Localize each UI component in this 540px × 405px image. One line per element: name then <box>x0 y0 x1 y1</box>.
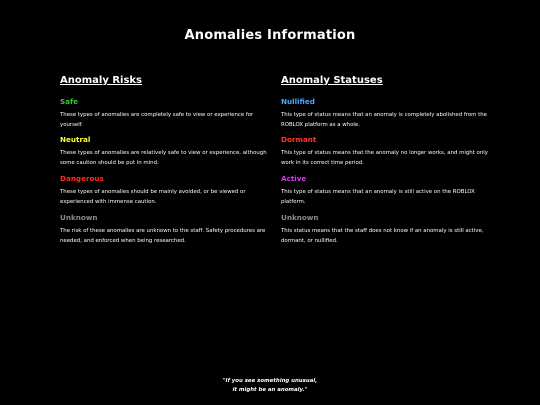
risk-label: Dangerous <box>60 174 104 183</box>
risk-description: These types of anomalies are completely safe to view or experience for yourself. <box>60 112 254 128</box>
risks-section <box>60 75 267 244</box>
status-description: This type of status means that the anomaly no longer works, and might only work in its correct time period. <box>281 150 488 166</box>
page-title: Anomalies Information <box>184 28 356 43</box>
risk-item-unknown <box>60 213 275 246</box>
risk-description: The risk of these anomalies are unknown to the staff. Safety procedures are needed, and enforced when being researched. <box>60 228 266 244</box>
risks-heading: Anomaly Risks <box>60 75 143 86</box>
status-label: Dormant <box>281 135 317 144</box>
risk-description: These types of anomalies should be mainly avoided, or be viewed or experienced with immense caution. <box>60 189 246 205</box>
risk-item-dangerous <box>60 174 275 207</box>
footer-quote <box>0 377 540 394</box>
risk-description: These types of anomalies are relatively safe to view or experience, although some caution should be put in mind. <box>60 150 267 166</box>
risk-item-safe <box>60 97 275 130</box>
status-description: This type of status means that an anomaly is still active on the ROBLOX platform. <box>281 189 475 205</box>
status-item-nullified <box>281 97 496 130</box>
status-description: This type of status means that an anomaly is completely abolished from the ROBLOX platform as a whole. <box>281 112 487 128</box>
risk-item-neutral <box>60 135 275 168</box>
status-item-unknown <box>281 213 496 246</box>
status-label: Unknown <box>281 213 319 222</box>
status-label: Active <box>281 174 307 183</box>
statuses-heading: Anomaly Statuses <box>281 75 383 86</box>
risk-label: Neutral <box>60 135 91 144</box>
footer-quote-line1: "If you see something unusual, <box>222 378 318 384</box>
risk-label: Unknown <box>60 213 98 222</box>
status-item-dormant <box>281 135 496 168</box>
statuses-section <box>281 75 488 244</box>
status-item-active <box>281 174 496 207</box>
risk-label: Safe <box>60 97 79 106</box>
footer-quote-line2: it might be an anomaly." <box>232 386 308 393</box>
status-label: Nullified <box>281 97 315 106</box>
status-description: This status means that the staff does not know if an anomaly is still active, dormant, or nullified. <box>281 228 484 244</box>
